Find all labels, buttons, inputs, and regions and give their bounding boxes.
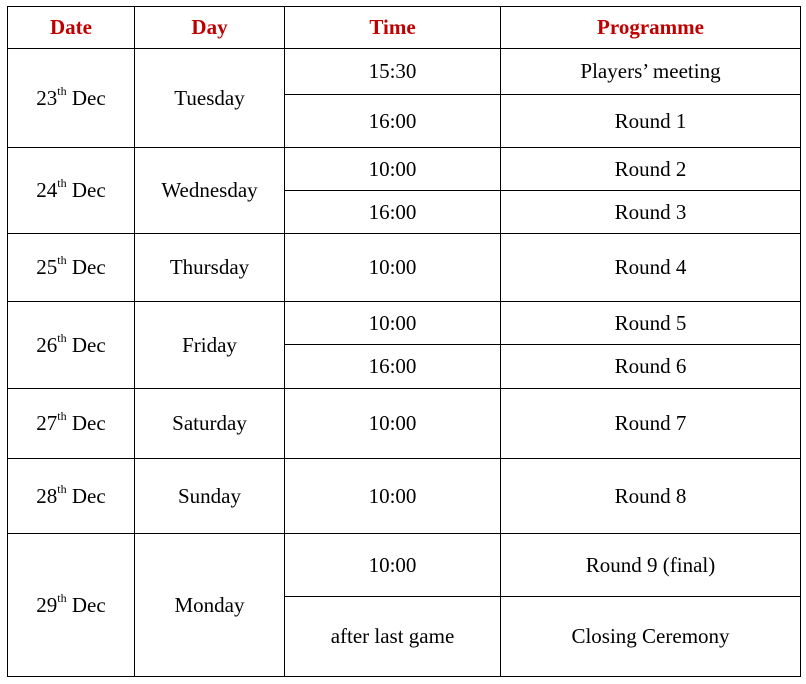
date-cell: 23th Dec bbox=[8, 49, 135, 148]
day-cell: Monday bbox=[135, 534, 285, 677]
table-row bbox=[8, 302, 801, 345]
day-cell: Friday bbox=[135, 302, 285, 389]
programme-cell: Round 3 bbox=[501, 191, 801, 234]
header-programme: Programme bbox=[501, 7, 801, 49]
time-cell: after last game bbox=[285, 597, 501, 677]
programme-cell: Round 6 bbox=[501, 345, 801, 389]
programme-cell: Players’ meeting bbox=[501, 49, 801, 95]
date-cell: 29th Dec bbox=[8, 534, 135, 677]
time-cell: 10:00 bbox=[285, 148, 501, 191]
schedule-table bbox=[7, 6, 801, 677]
time-cell: 10:00 bbox=[285, 234, 501, 302]
table-row bbox=[8, 389, 801, 459]
table-row bbox=[8, 234, 801, 302]
time-cell: 10:00 bbox=[285, 534, 501, 597]
programme-cell: Round 8 bbox=[501, 459, 801, 534]
date-cell: 28th Dec bbox=[8, 459, 135, 534]
time-cell: 10:00 bbox=[285, 302, 501, 345]
time-cell: 15:30 bbox=[285, 49, 501, 95]
programme-cell: Round 5 bbox=[501, 302, 801, 345]
table-row bbox=[8, 148, 801, 191]
day-cell: Wednesday bbox=[135, 148, 285, 234]
day-cell: Thursday bbox=[135, 234, 285, 302]
date-cell: 24th Dec bbox=[8, 148, 135, 234]
table-row bbox=[8, 49, 801, 95]
header-row bbox=[8, 7, 801, 49]
header-time: Time bbox=[285, 7, 501, 49]
time-cell: 16:00 bbox=[285, 191, 501, 234]
programme-cell: Round 1 bbox=[501, 95, 801, 148]
time-cell: 10:00 bbox=[285, 459, 501, 534]
programme-cell: Closing Ceremony bbox=[501, 597, 801, 677]
header-day: Day bbox=[135, 7, 285, 49]
date-cell: 25th Dec bbox=[8, 234, 135, 302]
programme-cell: Round 2 bbox=[501, 148, 801, 191]
day-cell: Saturday bbox=[135, 389, 285, 459]
table-row bbox=[8, 459, 801, 534]
programme-cell: Round 4 bbox=[501, 234, 801, 302]
day-cell: Sunday bbox=[135, 459, 285, 534]
day-cell: Tuesday bbox=[135, 49, 285, 148]
programme-cell: Round 9 (final) bbox=[501, 534, 801, 597]
programme-cell: Round 7 bbox=[501, 389, 801, 459]
table-row bbox=[8, 534, 801, 597]
time-cell: 16:00 bbox=[285, 95, 501, 148]
date-cell: 26th Dec bbox=[8, 302, 135, 389]
header-date: Date bbox=[8, 7, 135, 49]
time-cell: 10:00 bbox=[285, 389, 501, 459]
date-cell: 27th Dec bbox=[8, 389, 135, 459]
time-cell: 16:00 bbox=[285, 345, 501, 389]
